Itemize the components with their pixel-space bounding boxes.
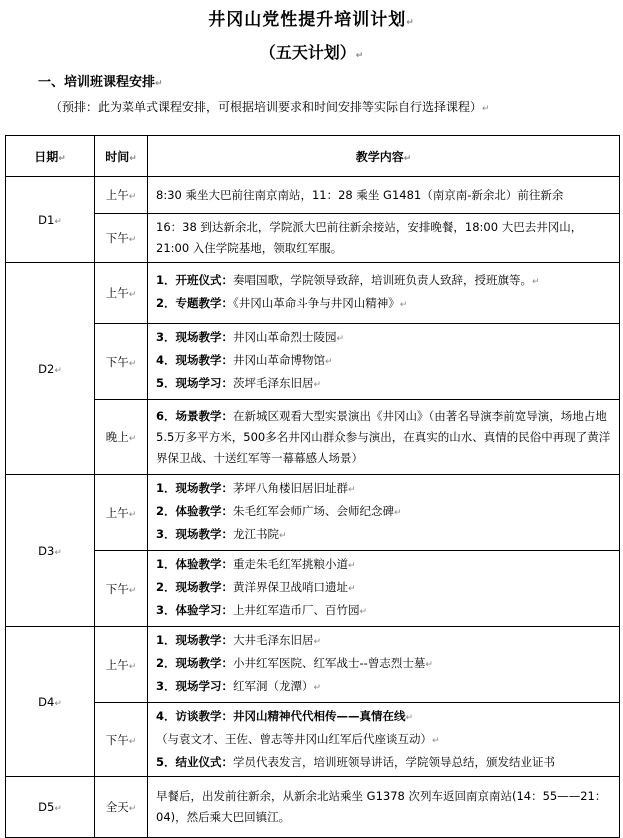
time-cell: 下午↵ bbox=[95, 324, 148, 400]
section-heading: 一、培训班课程安排↵ bbox=[38, 75, 163, 90]
table-row bbox=[6, 475, 620, 551]
content-cell bbox=[148, 324, 620, 400]
content-cell bbox=[148, 400, 620, 475]
time-cell: 上午↵ bbox=[95, 177, 148, 214]
list-item: 3．体验学习：上井红军造币厂、百竹园↵ bbox=[156, 603, 368, 617]
content-cell: 16：38 到达新余北，学院派大巴前往新余接站，安排晚餐，18:00 大巴去井冈山，21:00 入住学院基地，领取红军服。 bbox=[148, 214, 620, 263]
content-cell bbox=[148, 475, 620, 551]
list-item: 2．现场教学：小井红军医院、红军战士--曾志烈士墓↵ bbox=[156, 656, 433, 670]
time-cell: 上午↵ bbox=[95, 627, 148, 703]
header-time: 时间↵ bbox=[95, 136, 148, 177]
table-row bbox=[6, 703, 620, 777]
list-item: 5．结业仪式：学员代表发言，培训班领导讲话，学院领导总结，颁发结业证书 bbox=[156, 755, 556, 769]
day-cell-d4: D4↵ bbox=[6, 627, 95, 777]
list-item: 4．现场教学：井冈山革命博物馆↵ bbox=[156, 353, 333, 367]
list-item: 3．现场教学：龙江书院↵ bbox=[156, 527, 287, 541]
content-cell: 8:30 乘坐大巴前往南京南站，11：28 乘坐 G1481（南京南-新余北）前往新余 bbox=[148, 177, 620, 214]
list-item: 3．现场学习：红军洞（龙潭）↵ bbox=[156, 679, 322, 693]
time-cell: 上午↵ bbox=[95, 475, 148, 551]
list-item: 1．体验教学：重走朱毛红军挑粮小道↵ bbox=[156, 557, 356, 571]
list-item: 5．现场学习：茨坪毛泽东旧居↵ bbox=[156, 376, 322, 390]
time-cell: 上午↵ bbox=[95, 263, 148, 324]
time-cell: 下午↵ bbox=[95, 703, 148, 777]
time-cell: 下午↵ bbox=[95, 551, 148, 627]
table-row bbox=[6, 324, 620, 400]
list-item: 2．体验教学：朱毛红军会师广场、会师纪念碑↵ bbox=[156, 504, 402, 518]
table-row bbox=[6, 627, 620, 703]
content-cell bbox=[148, 263, 620, 324]
list-item: 2．专题教学：《井冈山革命斗争与井冈山精神》↵ bbox=[156, 296, 408, 310]
table-header-row bbox=[6, 136, 620, 177]
day-cell-d5: D5↵ bbox=[6, 777, 95, 838]
table-row bbox=[6, 177, 620, 214]
day-cell-d1: D1↵ bbox=[6, 177, 95, 263]
header-day: 日期↵ bbox=[6, 136, 95, 177]
content-cell: 早餐后，出发前往新余，从新余北站乘坐 G1378 次列车返回南京南站(14：55——21：04)，然后乘大巴回镇江。 bbox=[148, 777, 620, 838]
day-cell-d2: D2↵ bbox=[6, 263, 95, 475]
time-cell: 下午↵ bbox=[95, 214, 148, 263]
time-cell: 全天↵ bbox=[95, 777, 148, 838]
table-row bbox=[6, 777, 620, 838]
list-item: 3．现场教学：井冈山革命烈士陵园↵ bbox=[156, 330, 345, 344]
content-cell bbox=[148, 627, 620, 703]
list-item: 2．现场教学：黄洋界保卫战哨口遗址↵ bbox=[156, 580, 356, 594]
document-title: 井冈山党性提升培训计划↵ bbox=[208, 10, 415, 30]
table-row bbox=[6, 551, 620, 627]
table-row bbox=[6, 400, 620, 475]
list-item: （与袁文才、王佐、曾志等井冈山红军后代座谈互动）↵ bbox=[156, 732, 440, 746]
document-subtitle: （五天计划）↵ bbox=[259, 43, 364, 62]
schedule-table bbox=[5, 135, 620, 838]
content-cell bbox=[148, 703, 620, 777]
content-cell bbox=[148, 551, 620, 627]
table-row bbox=[6, 214, 620, 263]
list-item: 1．现场教学：茅坪八角楼旧居旧址群↵ bbox=[156, 481, 356, 495]
list-item: 1．开班仪式：奏唱国歌，学院领导致辞，培训班负责人致辞，授班旗等。↵ bbox=[156, 273, 540, 287]
list-item: 6．场景教学：在新城区观看大型实景演出《井冈山》（由著名导演李前宽导演，场地占地5.5万多平方米，500多名井冈山群众参与演出，在真实的山水、真情的民俗中再现了黄洋界保卫战、十送红军等一幕幕感人场景） bbox=[156, 408, 611, 465]
list-item: 4．访谈教学：井冈山精神代代相传——真情在线↵ bbox=[156, 709, 414, 723]
day-cell-d3: D3↵ bbox=[6, 475, 95, 627]
schedule-note: （预排：此为菜单式课程安排，可根据培训要求和时间安排等实际自行选择课程）↵ bbox=[50, 100, 490, 114]
list-item: 1．现场教学：大井毛泽东旧居↵ bbox=[156, 633, 322, 647]
time-cell: 晚上↵ bbox=[95, 400, 148, 475]
table-row bbox=[6, 263, 620, 324]
header-content: 教学内容↵ bbox=[148, 136, 620, 177]
